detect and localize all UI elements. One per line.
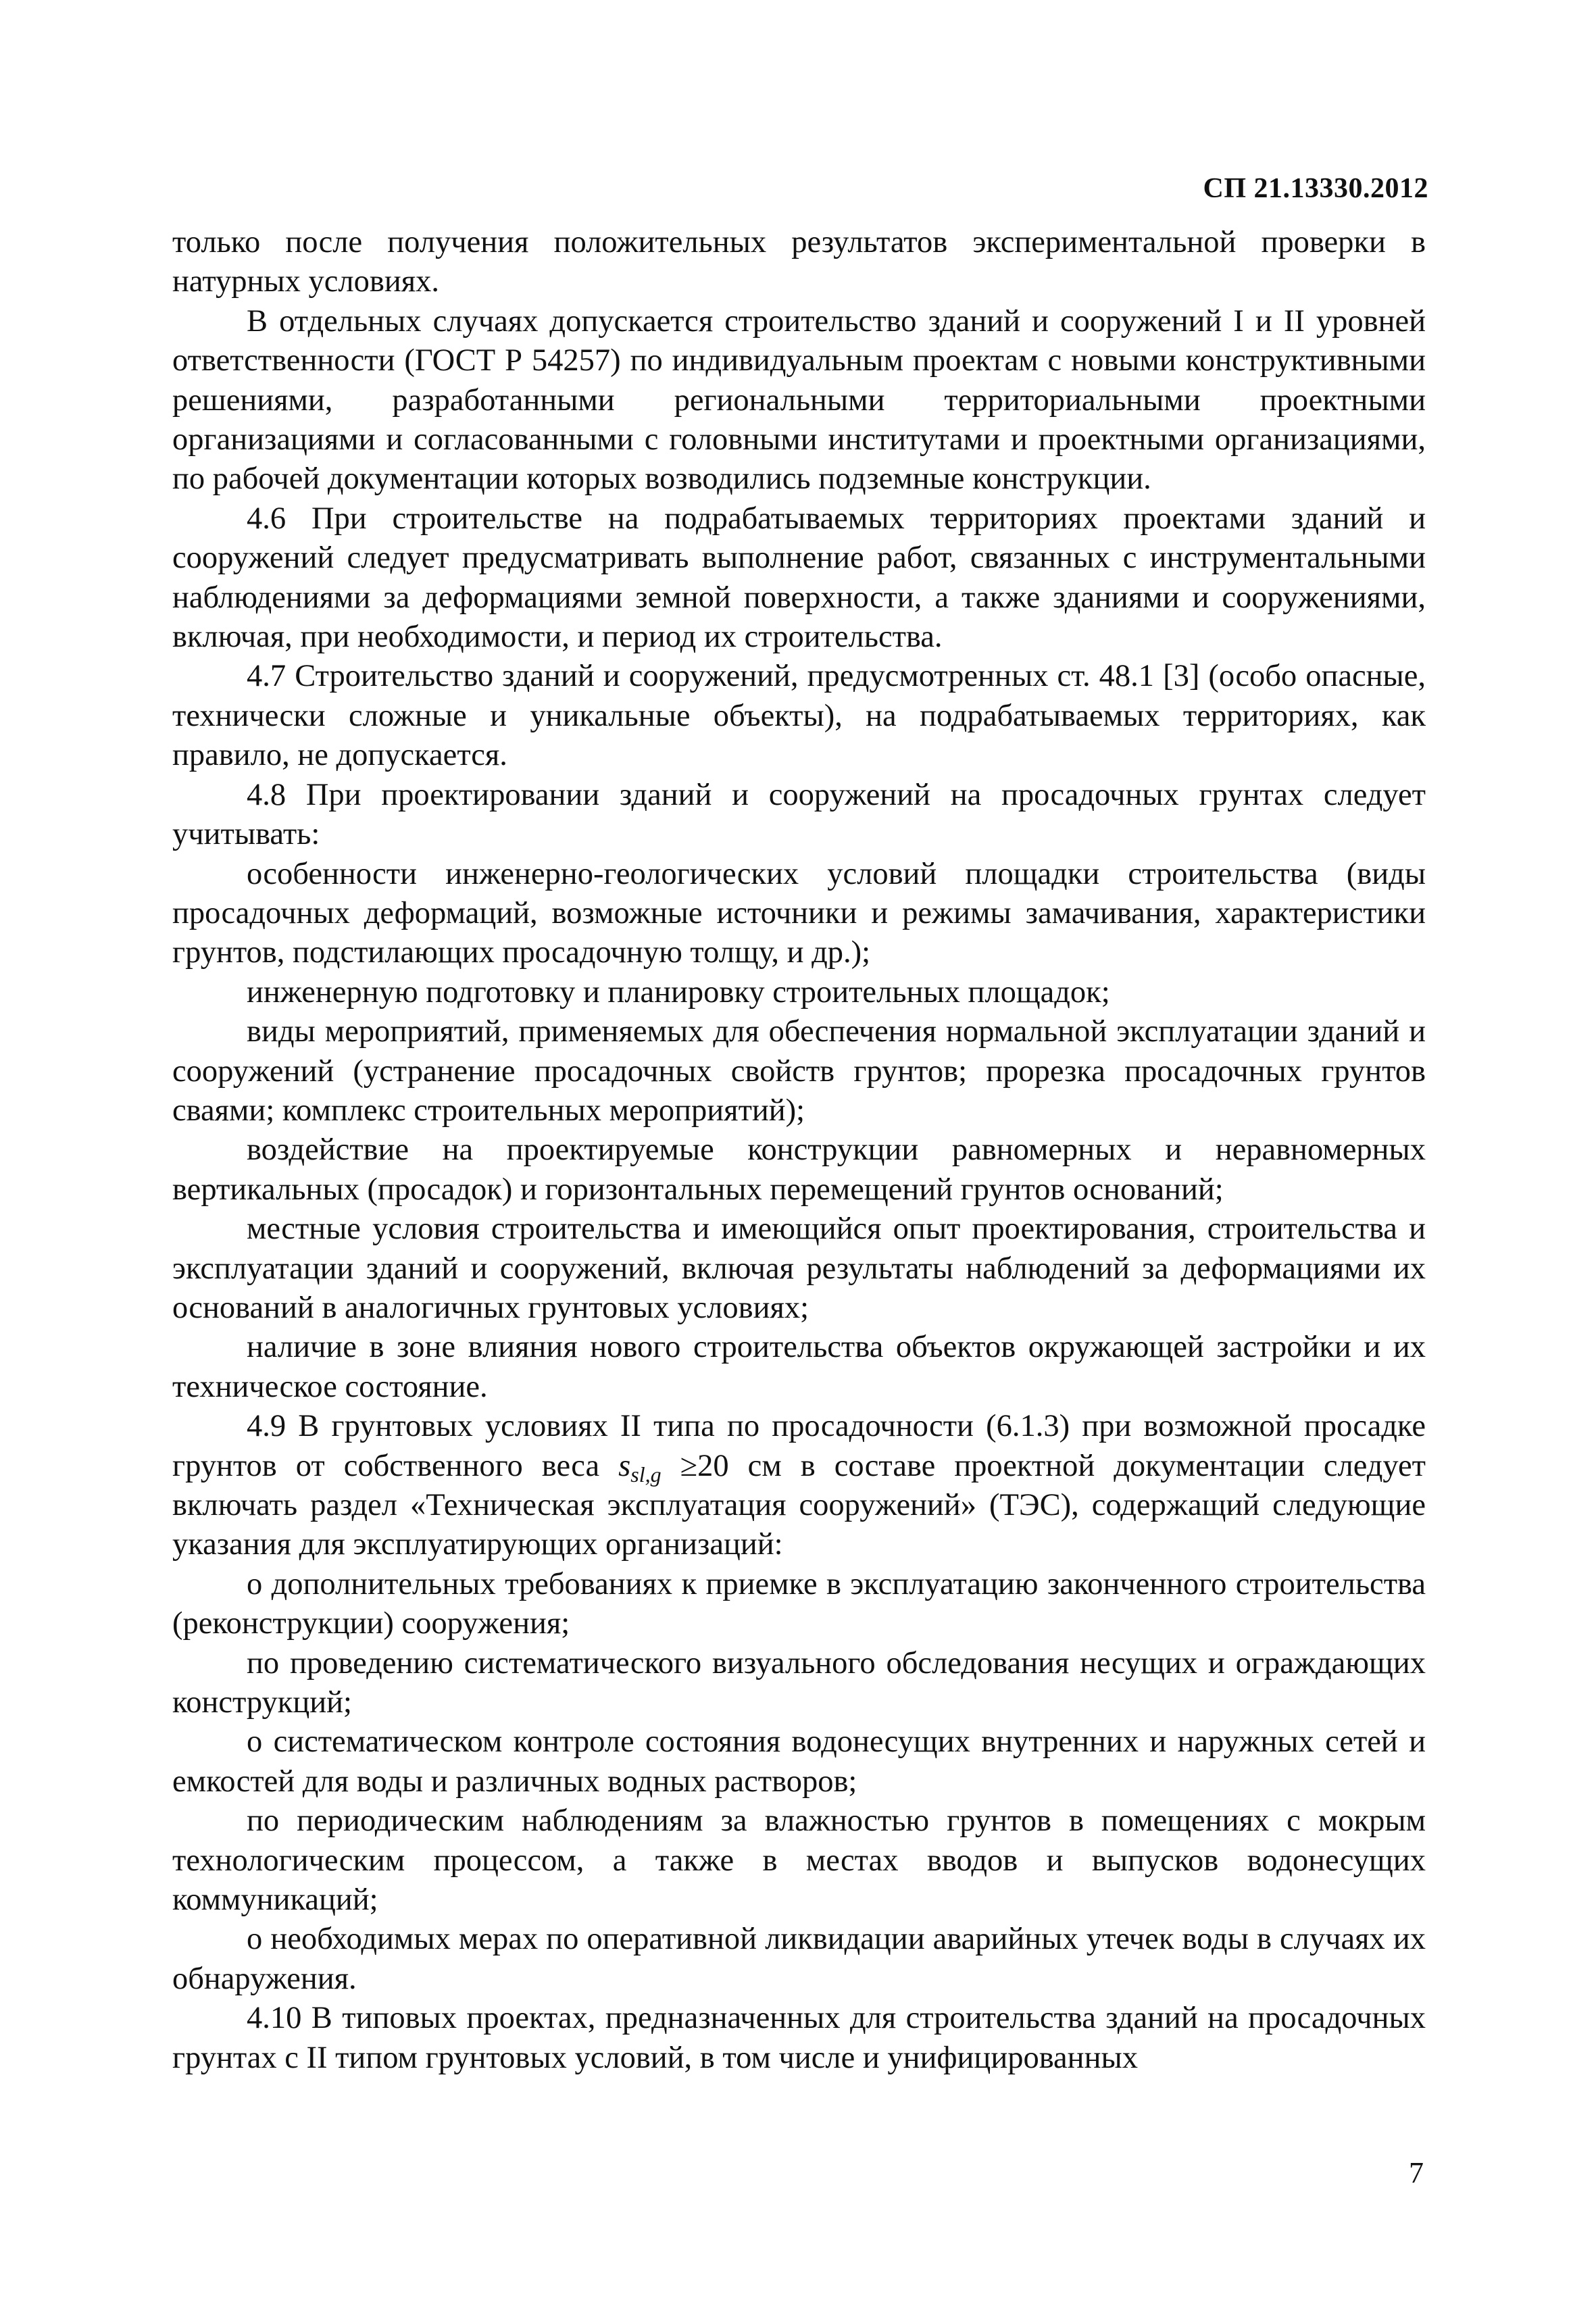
list-item-networks-control: о систематическом контроле состояния водонесущих внутренних и наружных сетей и емкостей для воды и различных водных растворов; xyxy=(172,1724,1426,1799)
paragraph-4-7: 4.7 Строительство зданий и сооружений, предусмотренных ст. 48.1 [3] (особо опасные, технически сложные и уникальные объекты), на подрабатываемых территориях, как правило, не допускается. xyxy=(172,659,1426,773)
paragraph-continuation: только после получения положительных результатов экспериментальной проверки в натурных условиях. xyxy=(172,225,1426,299)
symbol-subscript: sl,g xyxy=(630,1462,662,1487)
list-item-loads: воздействие на проектируемые конструкции равномерных и неравномерных вертикальных (просадок) и горизонтальных перемещений грунтов оснований; xyxy=(172,1132,1426,1207)
paragraph-4-10: 4.10 В типовых проектах, предназначенных для строительства зданий на просадочных грунтах с II типом грунтовых условий, в том числе и унифицированных xyxy=(172,2001,1426,2075)
paragraph-4-9 xyxy=(172,1407,1426,1565)
document-body xyxy=(172,223,1426,2078)
list-item-measures: виды мероприятий, применяемых для обеспечения нормальной эксплуатации зданий и сооружений (устранение просадочных свойств грунтов; прорезка просадочных грунтов сваями; комплекс строительных мероприятий); xyxy=(172,1014,1426,1128)
symbol-s: s xyxy=(618,1448,631,1483)
list-item-geology: особенности инженерно-геологических условий площадки строительства (виды просадочных деформаций, возможные источники и режимы замачивания, характеристики грунтов, подстилающих просадочную толщу, и др.); xyxy=(172,856,1426,970)
paragraph-4-9-before: 4.9 В грунтовых условиях II типа по просадочности (6.1.3) при возможной просадке грунтов от собственного веса xyxy=(172,1409,1426,1483)
list-item-inspection: по проведению систематического визуального обследования несущих и ограждающих конструкций; xyxy=(172,1645,1426,1720)
list-item-local-conditions: местные условия строительства и имеющийся опыт проектирования, строительства и эксплуатации зданий и сооружений, включая результаты наблюдений за деформациями их оснований в аналогичных грунтовых условиях; xyxy=(172,1212,1426,1325)
paragraph-4-8: 4.8 При проектировании зданий и сооружений на просадочных грунтах следует учитывать: xyxy=(172,777,1426,852)
list-item-humidity-monitoring: по периодическим наблюдениям за влажностью грунтов в помещениях с мокрым технологическим процессом, а также в местах вводов и выпусков водонесущих коммуникаций; xyxy=(172,1803,1426,1918)
paragraph-4-9-after: ≥20 см в составе проектной документации следует включать раздел «Техническая эксплуатация сооружений» (ТЭС), содержащий следующие указания для эксплуатирующих организаций: xyxy=(172,1448,1426,1562)
list-item-leak-elimination: о необходимых мерах по оперативной ликвидации аварийных утечек воды в случаях их обнаружения. xyxy=(172,1922,1426,1996)
list-item-acceptance: о дополнительных требованиях к приемке в эксплуатацию законченного строительства (реконструкции) сооружения; xyxy=(172,1566,1426,1641)
document-code-header: СП 21.13330.2012 xyxy=(1203,173,1428,204)
paragraph-individual-projects: В отдельных случаях допускается строительство зданий и сооружений I и II уровней ответственности (ГОСТ Р 54257) по индивидуальным проектам с новыми конструктивными решениями, разработанными региональными территориальными проектными организациями и согласованными с головными институтами и проектными организациями, по рабочей документации которых возводились подземные конструкции. xyxy=(172,303,1426,497)
paragraph-4-6: 4.6 При строительстве на подрабатываемых территориях проектами зданий и сооружений следует предусматривать выполнение работ, связанных с инструментальными наблюдениями за деформациями земной поверхности, а также зданиями и сооружениями, включая, при необходимости, и период их строительства. xyxy=(172,501,1426,655)
list-item-surrounding-buildings: наличие в зоне влияния нового строительства объектов окружающей застройки и их техническое состояние. xyxy=(172,1330,1426,1404)
list-item-site-preparation: инженерную подготовку и планировку строительных площадок; xyxy=(247,974,1110,1010)
page-number: 7 xyxy=(1409,2156,1424,2189)
